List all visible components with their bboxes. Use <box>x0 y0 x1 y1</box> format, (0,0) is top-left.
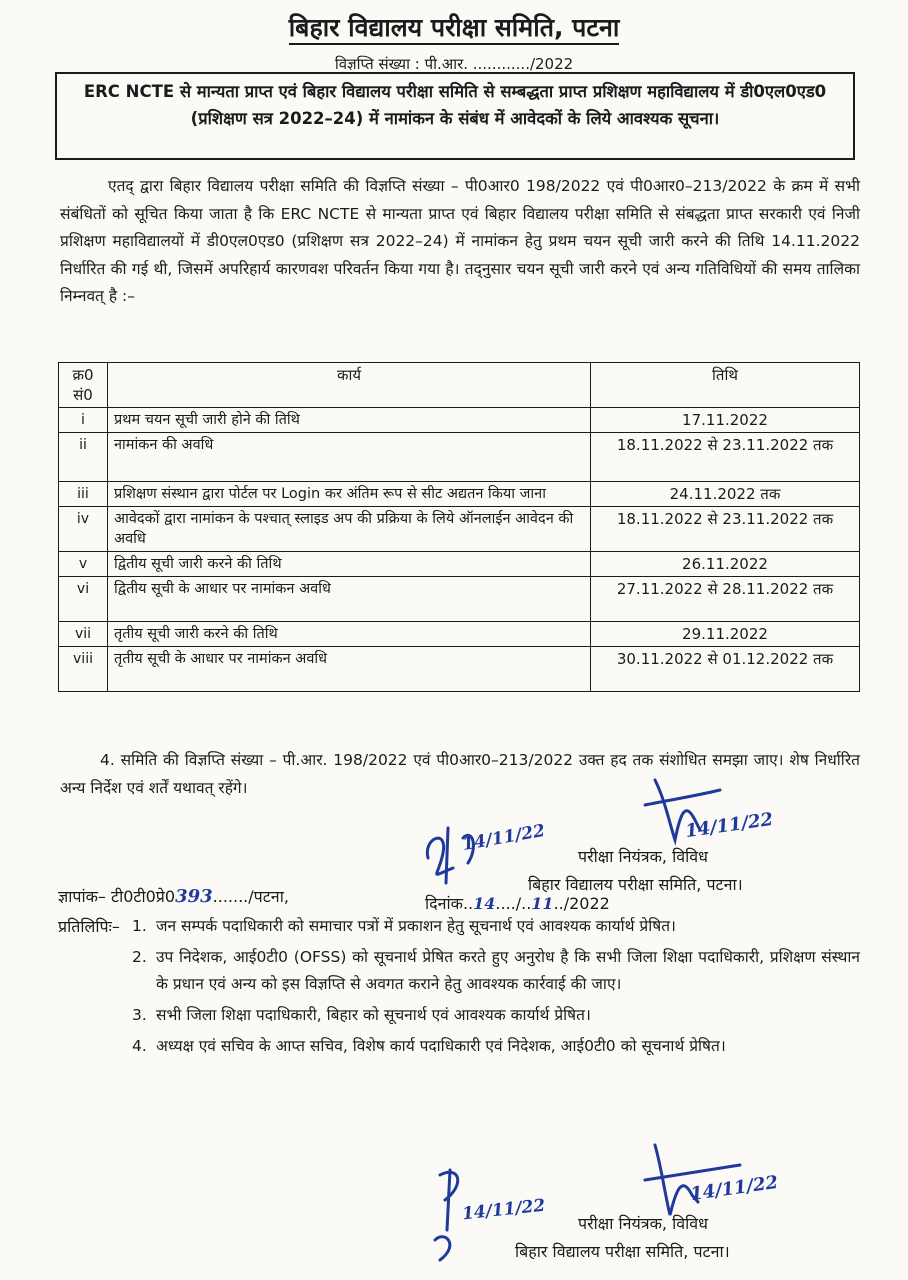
row-work: प्रथम चयन सूची जारी होने की तिथि <box>108 408 591 433</box>
memo-ref-prefix: ज्ञापांक– टी0टी0प्रे0 <box>58 887 176 906</box>
memo-date-day: 14 <box>473 894 496 913</box>
list-item <box>132 1033 860 1060</box>
row-work: आवेदकों द्वारा नामांकन के पश्चात् स्लाइड अप की प्रक्रिया के लिये ऑनलाईन आवेदन की अवधि <box>108 507 591 552</box>
intro-paragraph: एतद् द्वारा बिहार विद्यालय परीक्षा समिति की विज्ञप्ति संख्या – पी0आर0 198/2022 एवं पी0आर0–213/2022 के क्रम में सभी संबंधितों को सूचित किया जाता है कि ERC NCTE से मान्यता प्राप्त एवं बिहार विद्यालय परीक्षा समिति से संबद्धता प्राप्त सरकारी एवं निजी प्रशिक्षण महाविद्यालयों में डी0एल0एड0 (प्रशिक्षण सत्र 2022–24) में नामांकन हेतु प्रथम चयन सूची जारी करने की तिथि 14.11.2022 निर्धारित की गई थी, जिसमें अपरिहार्य कारणवश परिवर्तन किया गया है। तद्नुसार चयन सूची जारी करने एवं अन्य गतिविधियों की समय तालिका निम्नवत् है :– <box>60 177 860 305</box>
subject-box: ERC NCTE से मान्यता प्राप्त एवं बिहार विद्यालय परीक्षा समिति से सम्बद्धता प्राप्त प्रशिक्षण महाविद्यालय में डी0एल0एड0 (प्रशिक्षण सत्र 2022–24) में नामांकन के संबंध में आवेदकों के लिये आवश्यक सूचना। <box>55 72 855 160</box>
list-item-number: 4. <box>132 1037 147 1055</box>
amendment-paragraph: 4. समिति की विज्ञप्ति संख्या – पी.आर. 198/2022 एवं पी0आर0–213/2022 उक्त हद तक संशोधित समझा जाए। शेष निर्धारित अन्य निर्देश एवं शर्तें यथावत् रहेंगे। <box>60 751 860 797</box>
row-date: 29.11.2022 <box>591 622 860 647</box>
row-date: 30.11.2022 से 01.12.2022 तक <box>591 647 860 692</box>
document-title: बिहार विद्यालय परीक्षा समिति, पटना <box>0 10 908 44</box>
table-header-row <box>59 363 860 408</box>
memo-ref-number: 393 <box>175 886 213 907</box>
list-item <box>132 1002 860 1029</box>
header-sno: क्र0 सं0 <box>59 363 108 408</box>
table-row <box>59 408 860 433</box>
list-item <box>132 913 860 940</box>
row-work: द्वितीय सूची जारी करने की तिथि <box>108 552 591 577</box>
row-work: नामांकन की अवधि <box>108 433 591 482</box>
table-row <box>59 552 860 577</box>
row-sno: iii <box>59 482 108 507</box>
list-item-text: सभी जिला शिक्षा पदाधिकारी, बिहार को सूचनार्थ एवं आवश्यक कार्यार्थ प्रेषित। <box>156 1006 591 1024</box>
signature-2-date: 14/11/22 <box>688 1171 780 1206</box>
list-item-text: जन सम्पर्क पदाधिकारी को समाचार पत्रों में प्रकाशन हेतु सूचनार्थ एवं आवश्यक कार्यार्थ प्रेषित। <box>156 917 676 935</box>
memo-ref-suffix: /पटना, <box>248 887 289 906</box>
memo-date-label: दिनांक <box>425 894 463 913</box>
signature-1-designation: परीक्षा नियंत्रक, विविध <box>578 847 708 866</box>
memo-reference <box>58 885 289 907</box>
row-work: तृतीय सूची के आधार पर नामांकन अवधि <box>108 647 591 692</box>
row-sno: i <box>59 408 108 433</box>
signature-2-designation: परीक्षा नियंत्रक, विविध <box>578 1214 708 1233</box>
row-work: तृतीय सूची जारी करने की तिथि <box>108 622 591 647</box>
row-date: 17.11.2022 <box>591 408 860 433</box>
row-date: 26.11.2022 <box>591 552 860 577</box>
signature-1-office: बिहार विद्यालय परीक्षा समिति, पटना। <box>528 875 743 894</box>
list-item-number: 3. <box>132 1006 147 1024</box>
header-work: कार्य <box>108 363 591 408</box>
signature-2-initial-date: 14/11/22 <box>461 1195 547 1225</box>
row-date: 18.11.2022 से 23.11.2022 तक <box>591 507 860 552</box>
memo-ref-dots: ....... <box>212 887 249 906</box>
list-item-text: अध्यक्ष एवं सचिव के आप्त सचिव, विशेष कार्य पदाधिकारी एवं निदेशक, आई0टी0 को सूचनार्थ प्रेषित। <box>156 1037 726 1055</box>
memo-date: दिनांक..14..../..11../2022 <box>425 894 610 913</box>
list-item <box>132 944 860 998</box>
schedule-table <box>58 362 860 692</box>
table-row <box>59 507 860 552</box>
signature-1-date: 14/11/22 <box>683 808 775 843</box>
table-row <box>59 433 860 482</box>
row-sno: viii <box>59 647 108 692</box>
row-sno: vi <box>59 577 108 622</box>
copy-to-label: प्रतिलिपिः– <box>58 917 120 936</box>
row-date: 24.11.2022 तक <box>591 482 860 507</box>
row-date: 18.11.2022 से 23.11.2022 तक <box>591 433 860 482</box>
row-work: द्वितीय सूची के आधार पर नामांकन अवधि <box>108 577 591 622</box>
row-sno: iv <box>59 507 108 552</box>
table-row <box>59 577 860 622</box>
table-row <box>59 647 860 692</box>
row-sno: vii <box>59 622 108 647</box>
list-item-number: 1. <box>132 917 147 935</box>
list-item-text: उप निदेशक, आई0टी0 (OFSS) को सूचनार्थ प्रेषित करते हुए अनुरोध है कि सभी जिला शिक्षा पदाधिकारी, प्रशिक्षण संस्थान के प्रधान एवं अन्य को इस विज्ञप्ति से अवगत कराने हेतु आवश्यक कार्रवाई की जाए। <box>156 948 860 993</box>
memo-date-year: /2022 <box>563 894 610 913</box>
row-sno: ii <box>59 433 108 482</box>
row-sno: v <box>59 552 108 577</box>
list-item-number: 2. <box>132 948 147 966</box>
memo-date-month: 11 <box>531 894 554 913</box>
header-date: तिथि <box>591 363 860 408</box>
row-date: 27.11.2022 से 28.11.2022 तक <box>591 577 860 622</box>
signature-1-initial-date: 14/11/22 <box>460 820 547 856</box>
notice-number: विज्ञप्ति संख्या : पी.आर. ............/2022 <box>334 55 574 73</box>
row-work: प्रशिक्षण संस्थान द्वारा पोर्टल पर Login कर अंतिम रूप से सीट अद्यतन किया जाना <box>108 482 591 507</box>
table-row <box>59 622 860 647</box>
copy-to-list <box>132 913 860 1064</box>
signature-2-office: बिहार विद्यालय परीक्षा समिति, पटना। <box>515 1242 730 1261</box>
table-row <box>59 482 860 507</box>
